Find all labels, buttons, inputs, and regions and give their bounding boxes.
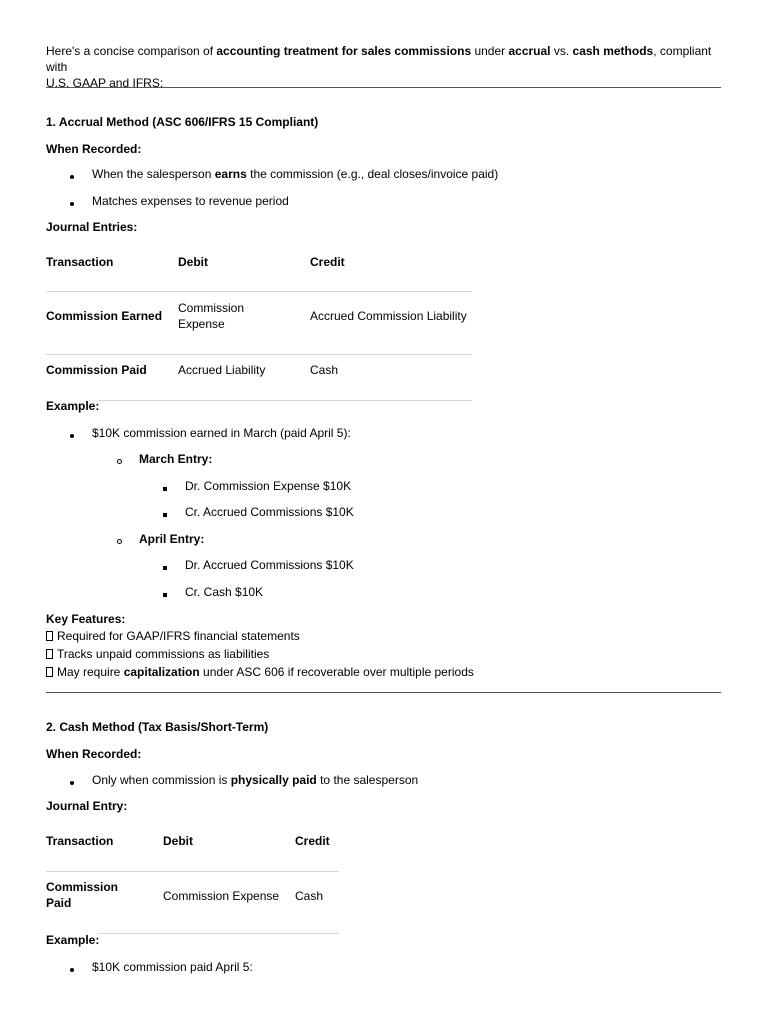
list-item: Dr. Commission Expense $10K (185, 479, 352, 493)
key-features-label: Key Features: (46, 612, 126, 626)
list-item: Only when commission is physically paid to the salesperson (92, 773, 419, 787)
bullet-dot (69, 426, 75, 442)
march-entry-label: March Entry: (139, 452, 213, 466)
table-header-debit: Debit (163, 834, 193, 848)
table-divider (46, 291, 472, 292)
horizontal-rule (46, 87, 721, 88)
table-divider (46, 871, 339, 872)
list-item: Dr. Accrued Commissions $10K (185, 558, 354, 572)
feature-item: May require capitalization under ASC 606 if recoverable over multiple periods (46, 664, 474, 680)
bullet-dot (69, 194, 75, 210)
table-cell-credit: Cash (295, 889, 324, 903)
april-entry-label: April Entry: (139, 532, 205, 546)
bullet-dot (69, 167, 75, 183)
table-cell-transaction: Commission Earned (46, 309, 163, 323)
feature-item: Required for GAAP/IFRS financial statements (46, 628, 300, 644)
table-cell-transaction: Commission Paid (46, 363, 147, 377)
table-cell-debit: Commission Expense (178, 301, 245, 331)
feature-item: Tracks unpaid commissions as liabilities (46, 646, 269, 662)
section-heading-cash: 2. Cash Method (Tax Basis/Short-Term) (46, 720, 269, 734)
table-divider (98, 400, 472, 401)
bullet-square (162, 505, 168, 521)
checkbox-glyph-icon (46, 631, 53, 641)
table-header-credit: Credit (295, 834, 330, 848)
intro-paragraph: Here's a concise comparison of accounting treatment for sales commissions under accrual vs. cash methods, compliant with U.S. GAAP and IFRS: (46, 44, 712, 90)
checkbox-glyph-icon (46, 667, 53, 677)
bullet-dot (69, 960, 75, 976)
list-item: Cr. Accrued Commissions $10K (185, 505, 354, 519)
when-recorded-label: When Recorded: (46, 142, 142, 156)
table-cell-transaction: Commission Paid (46, 880, 119, 910)
table-header-transaction: Transaction (46, 834, 114, 848)
checkbox-glyph-icon (46, 649, 53, 659)
table-header-credit: Credit (310, 255, 345, 269)
table-divider (46, 354, 472, 355)
bullet-square (162, 585, 168, 601)
table-cell-credit: Accrued Commission Liability (310, 309, 467, 323)
table-header-transaction: Transaction (46, 255, 114, 269)
bullet-square (162, 558, 168, 574)
list-item: $10K commission paid April 5: (92, 960, 253, 974)
bullet-dot (69, 773, 75, 789)
table-cell-debit: Commission Expense (163, 889, 280, 903)
journal-entries-label: Journal Entries: (46, 220, 138, 234)
list-item: Cr. Cash $10K (185, 585, 264, 599)
list-item: $10K commission earned in March (paid April 5): (92, 426, 351, 440)
list-item: When the salesperson earns the commission (e.g., deal closes/invoice paid) (92, 167, 499, 181)
example-label: Example: (46, 399, 100, 413)
section-heading-accrual: 1. Accrual Method (ASC 606/IFRS 15 Compliant) (46, 115, 319, 129)
bullet-circle (116, 532, 122, 548)
bullet-square (162, 479, 168, 495)
journal-entry-label: Journal Entry: (46, 799, 128, 813)
table-header-debit: Debit (178, 255, 208, 269)
list-item: Matches expenses to revenue period (92, 194, 289, 208)
when-recorded-label: When Recorded: (46, 747, 142, 761)
table-divider (98, 933, 339, 934)
bullet-circle (116, 452, 122, 468)
example-label: Example: (46, 933, 100, 947)
table-cell-debit: Accrued Liability (178, 363, 266, 377)
table-cell-credit: Cash (310, 363, 339, 377)
horizontal-rule (46, 692, 721, 693)
